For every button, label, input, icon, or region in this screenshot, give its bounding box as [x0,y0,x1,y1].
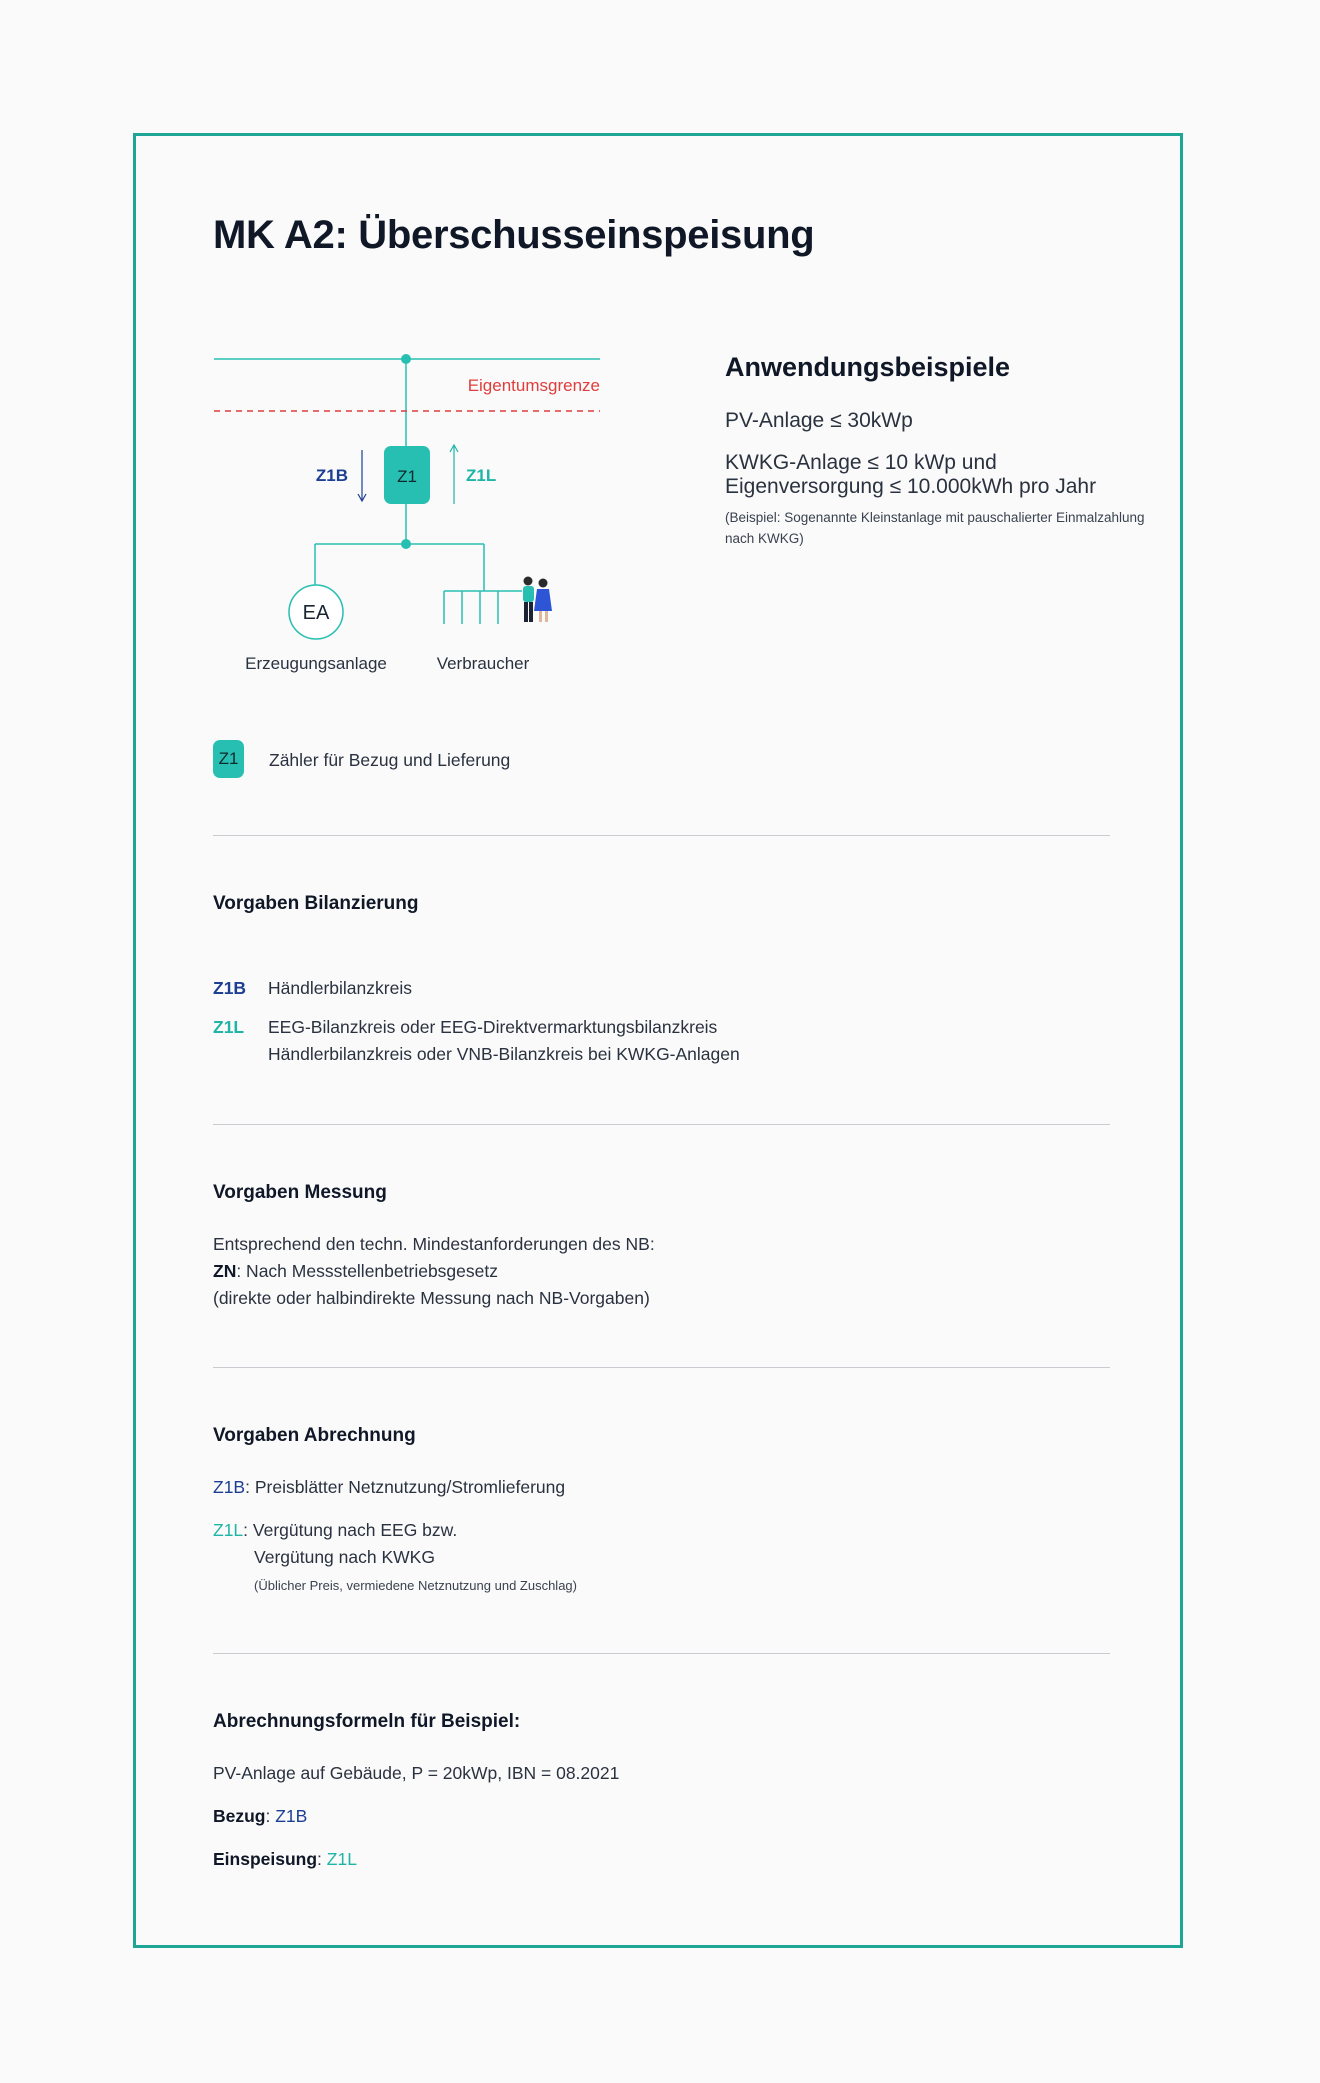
formeln-heading: Abrechnungsformeln für Beispiel: [213,1711,521,1732]
messung-line3: (direkte oder halbindirekte Messung nach NB-Vorgaben) [213,1288,650,1308]
messung-line2 [213,1258,498,1285]
divider [213,1367,1110,1368]
ea-label: EA [302,602,330,624]
bilanzierung-heading: Vorgaben Bilanzierung [213,893,419,914]
abrechnung-z1l-line2: Vergütung nach KWKG [254,1547,435,1567]
bilanz-text-z1l-2: Händlerbilanzkreis oder VNB-Bilanzkreis bei KWKG-Anlagen [268,1044,740,1064]
formeln-bezug: Bezug: Z1B [213,1806,308,1826]
arrow-down-label: Z1B [315,466,348,485]
einspeisung-code: Z1L [326,1849,357,1869]
abrechnung-z1b [213,1474,565,1501]
formeln-line1: PV-Anlage auf Gebäude, P = 20kWp, IBN = 08.2021 [213,1763,620,1783]
anwendung-line1: PV-Anlage ≤ 30kWp [725,409,913,432]
anwendung-heading: Anwendungsbeispiele [725,352,1011,382]
abrechnung-z1b-text: : Preisblätter Netznutzung/Stromlieferung [245,1477,566,1497]
verbraucher-label: Verbraucher [436,654,530,673]
abrechnung-heading: Vorgaben Abrechnung [213,1425,416,1446]
divider [213,835,1110,836]
abrechnung-z1l-text: : Vergütung nach EEG bzw. [243,1520,458,1540]
abrechnung-z1b-code: Z1B [213,1477,246,1497]
abrechnung-z1l [213,1517,457,1544]
bezug-label: Bezug [213,1806,266,1826]
abrechnung-z1l-note: (Üblicher Preis, vermiedene Netznutzung und Zuschlag) [254,1578,577,1593]
schematic-diagram [200,340,600,680]
arrow-up-label: Z1L [466,466,497,485]
zn-text: : Nach Messstellenbetriebsgesetz [236,1261,498,1281]
bilanz-code-z1b: Z1B [213,978,247,998]
divider [213,1124,1110,1125]
einspeisung-label: Einspeisung [213,1849,318,1869]
anwendung-line2: KWKG-Anlage ≤ 10 kWp und Eigenversorgung ≤ 10.000kWh pro Jahr [725,451,1097,498]
formeln-einspeisung: Einspeisung: Z1L [213,1849,357,1869]
bilanz-text-z1b: Händlerbilanzkreis [268,978,412,998]
meter-label: Z1 [397,467,417,486]
bezug-code: Z1B [275,1806,308,1826]
erzeugung-label: Erzeugungsanlage [245,654,387,673]
people-illustration [523,577,552,623]
messung-heading: Vorgaben Messung [213,1182,387,1203]
legend-badge: Z1 [213,740,244,778]
grenze-label: Eigentumsgrenze [467,376,600,395]
bilanz-code-z1l: Z1L [213,1017,245,1037]
abrechnung-z1l-code: Z1L [213,1520,244,1540]
divider [213,1653,1110,1654]
bilanz-text-z1l-1: EEG-Bilanzkreis oder EEG-Direktvermarktungsbilanzkreis [268,1017,718,1037]
page-title: MK A2: Überschusseinspeisung [213,213,815,257]
zn-code: ZN [213,1261,237,1281]
anwendung-note: (Beispiel: Sogenannte Kleinstanlage mit pauschalierter Einmalzahlung nach KWKG) [725,510,1145,546]
legend-text: Zähler für Bezug und Lieferung [269,750,511,770]
messung-line1: Entsprechend den techn. Mindestanforderungen des NB: [213,1234,655,1254]
